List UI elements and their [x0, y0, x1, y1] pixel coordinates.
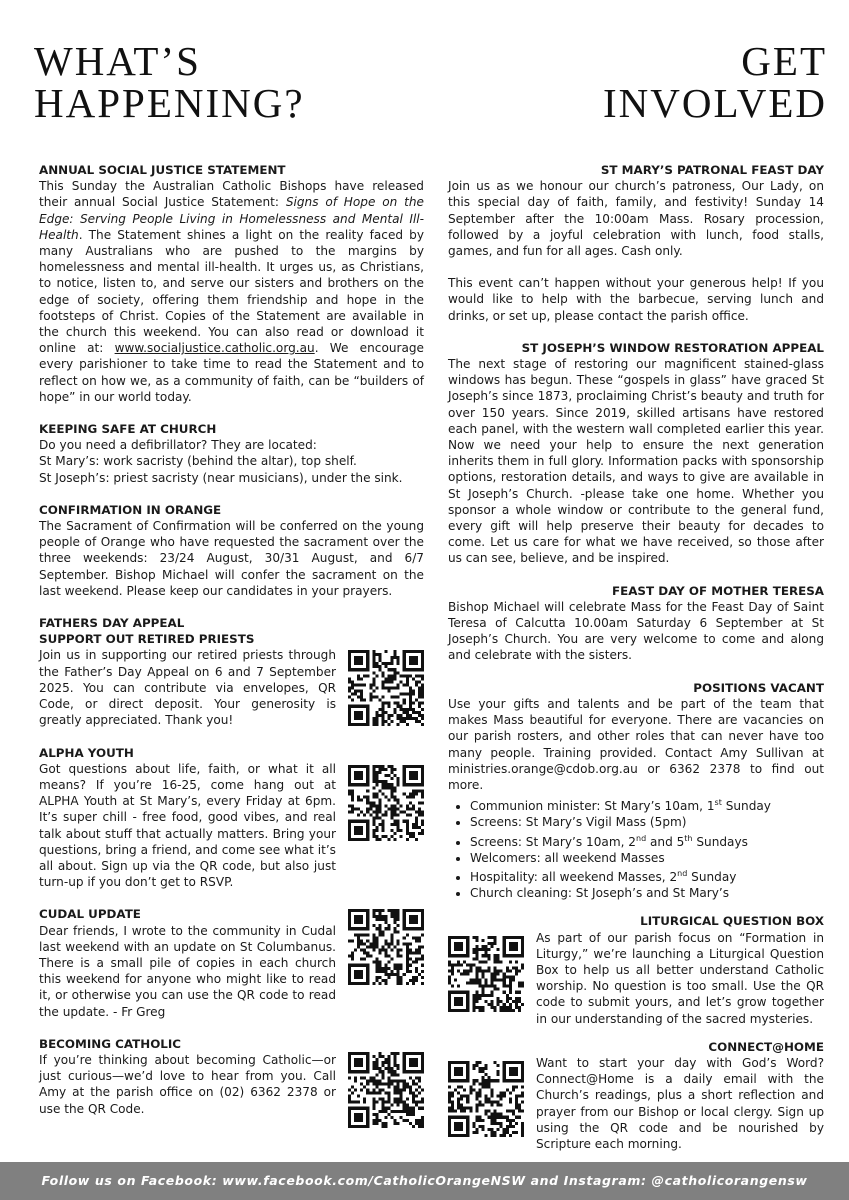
section-alpha-youth: [39, 745, 424, 891]
section-heading: BECOMING CATHOLIC: [39, 1036, 182, 1051]
qr-code[interactable]: [448, 1061, 524, 1137]
section-row: [39, 923, 424, 1020]
qr-code-icon: [448, 1061, 524, 1137]
title-line: GET: [741, 38, 827, 84]
list-item: • Hospitality: all weekend Masses, 2nd Sunday: [470, 866, 824, 885]
section-heading: ST MARY’S PATRONAL FEAST DAY: [600, 163, 824, 177]
body-text: . The Statement shines a light on the reality faced by many Australians who are pushed to the margins by homelessness and mental ill-health. It urges us, as Christians, to notice, listen to, and serve our sisters and brothers on the edge of society, offering them friendship and hope in the footsteps of Christ. Copies of the Statement are available in the church this weekend. You can also read or download it online at:: [39, 227, 424, 356]
section-body: Dear friends, I wrote to the community in Cudal last weekend with an update on St Columbanus. There is a small pile of copies in each church this weekend for anyone who might like to read it, or otherwise you can use the QR code to read the update. - Fr Greg: [39, 923, 336, 1019]
qr-code-icon: [348, 765, 424, 841]
section-heading: CUDAL UPDATE: [39, 907, 141, 922]
body-line: Do you need a defibrillator? They are located:: [39, 438, 317, 453]
qr-code-icon: [348, 1052, 424, 1128]
section-heading: KEEPING SAFE AT CHURCH: [39, 422, 217, 437]
section-social-justice: [39, 162, 424, 405]
title-line: INVOLVED: [602, 80, 827, 126]
right-column: [448, 162, 824, 1168]
section-subheading: SUPPORT OUT RETIRED PRIESTS: [39, 632, 255, 647]
section-row: [448, 930, 824, 1027]
list-item: • Church cleaning: St Joseph’s and St Mary’s: [470, 885, 824, 901]
section-mother-teresa: [448, 583, 824, 664]
section-row: [39, 1052, 424, 1128]
justice-link[interactable]: www.socialjustice.catholic.org.au: [114, 341, 315, 356]
section-heading: FEAST DAY OF MOTHER TERESA: [611, 583, 824, 598]
section-body: Join us in supporting our retired priests through the Father’s Day Appeal on 6 and 7 September 2025. You can contribute via envelopes, QR Code, or direct deposit. Your generosity is greatly appreciated. Thank you!: [39, 648, 336, 728]
qr-code[interactable]: [348, 909, 424, 985]
section-window-appeal: [448, 340, 824, 567]
qr-code-icon: [448, 936, 524, 1012]
qr-code-icon: [348, 650, 424, 726]
section-heading: LITURGICAL QUESTION BOX: [640, 914, 824, 929]
section-becoming-catholic: [39, 1036, 424, 1128]
section-liturgical-question-box: [448, 913, 824, 1026]
section-heading: CONNECT@HOME: [708, 1039, 824, 1054]
title-line: WHAT’S: [34, 38, 201, 84]
section-connect-home: [448, 1039, 824, 1152]
section-body: As part of our parish focus on “Formation in Liturgy,” we’re launching a Liturgical Question Box to help us all better understand Catholic worship. No question is too small. Use the QR code to submit yours, and let’s grow together in our understanding of the sacred mysteries.: [536, 930, 824, 1026]
list-item: • Screens: St Mary’s 10am, 2nd and 5th Sundays: [470, 831, 824, 850]
section-body: Bishop Michael will celebrate Mass for the Feast Day of Saint Teresa of Calcutta 10.00am Saturday 6 September at St Joseph’s Church. You are very welcome to come and along and celebrate with the sisters.: [448, 599, 824, 663]
section-cudal-update: [39, 906, 424, 1019]
title-line: HAPPENING?: [34, 80, 305, 126]
section-body: Got questions about life, faith, or what it all means? If you’re 16-25, come hang out at ALPHA Youth at St Mary’s, every Friday at 6pm. It’s super chill - free food, good vibes, and real talk about stuff that actually matters. Bring your questions, bring a friend, and come see what it’s all about. Sign up via the QR code, but also just turn-up if you don’t get to RSVP.: [39, 761, 336, 890]
section-heading: CONFIRMATION IN ORANGE: [39, 502, 222, 517]
section-row: [39, 761, 424, 891]
qr-code[interactable]: [348, 1052, 424, 1128]
qr-code[interactable]: [348, 650, 424, 726]
list-item: • Communion minister: St Mary’s 10am, 1st Sunday: [470, 795, 824, 814]
body-text: This Sunday the Australian Catholic Bishops have released their annual Social Justice Statement:: [39, 179, 424, 210]
body-text: . We encourage every parishioner to take time to read the Statement and to reflect on how we, as a community of faith, can be “builders of hope” in our world today.: [39, 341, 425, 404]
section-keeping-safe: [39, 421, 424, 486]
list-item: • Welcomers: all weekend Masses: [470, 850, 824, 866]
section-patronal-feast: [448, 162, 824, 324]
section-positions-vacant: [448, 680, 824, 902]
positions-list: [448, 795, 824, 901]
section-heading: ST JOSEPH’S WINDOW RESTORATION APPEAL: [521, 340, 824, 355]
section-body: If you’re thinking about becoming Catholic—or just curious—we’d love to hear from you. Call Amy at the parish office on (02) 6362 2378 or use the QR Code.: [39, 1052, 336, 1116]
list-item: • Screens: St Mary’s Vigil Mass (5pm): [470, 814, 824, 830]
section-body: Want to start your day with God’s Word? Connect@Home is a daily email with the Church’s readings, plus a short reflection and prayer from our Bishop or local clergy. Sign up using the QR code and be nourished by Scripture each morning.: [536, 1056, 824, 1152]
page-title-whats-happening: [34, 40, 305, 124]
qr-code-icon: [348, 909, 424, 985]
section-fathers-day: [39, 615, 424, 728]
page-title-get-involved: [603, 40, 827, 124]
section-heading: FATHERS DAY APPEAL: [39, 616, 185, 631]
section-body: The next stage of restoring our magnificent stained-glass windows has begun. These “gospels in glass” have graced St Joseph’s since 1873, proclaiming Christ’s beauty and truth for over 150 years. Since 2019, skilled artisans have restored each panel, with the western wall completed earlier this year. Now we need your help to ensure the next generation inherits them in full glory. Information packs with sponsorship options, restoration details, and ways to give are available in St Joseph’s Church. -please take one home. Whether you sponsor a whole window or contribute to the general fund, every gift will help preserve their beauty for decades to come. Let us care for what we have received, so those after us can see, believe, and be inspired.: [448, 357, 824, 566]
section-row: [448, 1055, 824, 1152]
section-body: Use your gifts and talents and be part of the team that makes Mass beautiful for everyone. There are vacancies on our parish rosters, and other roles that can never have too many people. Training provided. Contact Amy Sullivan at ministries.orange@cdob.org.au or 6362 2378 to find out more.: [448, 696, 824, 792]
section-heading: ALPHA YOUTH: [39, 745, 134, 760]
qr-code[interactable]: [348, 765, 424, 841]
qr-code[interactable]: [448, 936, 524, 1012]
body-line: St Mary’s: work sacristy (behind the altar), top shelf.: [39, 454, 357, 469]
section-body: Join us as we honour our church’s patroness, Our Lady, on this special day of faith, family, and festivity! Sunday 14 September after the 10:00am Mass. Rosary procession, followed by a joyful celebration with lunch, food stalls, games, and fun for all ages. Cash only.: [448, 179, 824, 259]
section-confirmation: [39, 502, 424, 599]
left-column: [39, 162, 424, 1144]
section-row: [39, 647, 424, 728]
social-footer: Follow us on Facebook: www.facebook.com/CatholicOrangeNSW and Instagram: @catholicorangensw: [0, 1162, 849, 1200]
section-body: The Sacrament of Confirmation will be conferred on the young people of Orange who have requested the sacrament over the three weekends: 23/24 August, 30/31 August, and 6/7 September. Bishop Michael will confer the sacrament on the last weekend. Please keep our candidates in your prayers.: [39, 519, 424, 598]
section-body: [39, 178, 424, 405]
section-heading: POSITIONS VACANT: [693, 680, 824, 695]
section-heading: ANNUAL SOCIAL JUSTICE STATEMENT: [39, 163, 286, 177]
statement-title: Signs of Hope on the Edge: Serving People Living in Homelessness and Mental Ill-Health: [39, 195, 424, 242]
section-body: This event can’t happen without your generous help! If you would like to help with the barbecue, serving lunch and drinks, or set up, please contact the parish office.: [448, 276, 824, 323]
body-line: St Joseph’s: priest sacristy (near musicians), under the sink.: [39, 470, 403, 485]
